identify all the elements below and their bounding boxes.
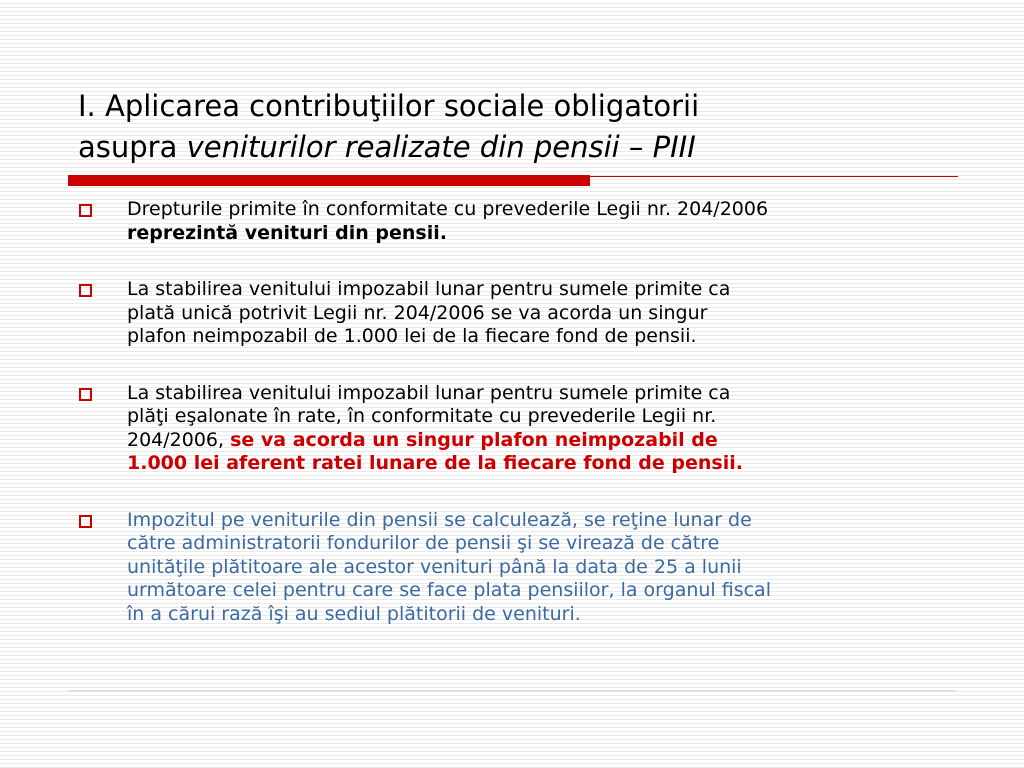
bullet-3-line-3-prefix: 204/2006, bbox=[127, 428, 231, 451]
bullet-4-line-3: unităţile plătitoare ale acestor venituri până la data de 25 a lunii bbox=[127, 555, 742, 578]
hollow-square-bullet-icon bbox=[79, 284, 92, 297]
title-line-1: I. Aplicarea contribuţiilor sociale obligatorii bbox=[78, 89, 700, 123]
bullet-4-line-1: Impozitul pe veniturile din pensii se calculează, se reţine lunar de bbox=[127, 508, 752, 531]
bullet-1-line-2 bbox=[127, 222, 958, 246]
bullet-list bbox=[78, 198, 958, 626]
bullet-2-line-1: La stabilirea venitului impozabil lunar pentru sumele primite ca bbox=[127, 278, 731, 300]
bullet-3-red-text-2: 1.000 lei aferent ratei lunare de la fiecare fond de pensii. bbox=[127, 452, 743, 474]
bullet-item-4 bbox=[78, 509, 958, 627]
title-line-2 bbox=[78, 127, 958, 168]
footer-divider bbox=[68, 690, 956, 692]
hollow-square-bullet-icon bbox=[79, 515, 92, 528]
hollow-square-bullet-icon bbox=[79, 388, 92, 401]
bullet-4-line-5: în a cărui rază îşi au sediul plătitorii de venituri. bbox=[127, 602, 581, 625]
bullet-4-line-2: către administratorii fondurilor de pensii şi se virează de către bbox=[127, 532, 720, 554]
title-underline-thin bbox=[590, 176, 958, 177]
bullet-1-bold-text: reprezintă venituri din pensii. bbox=[127, 221, 447, 244]
title-line-2-prefix: asupra bbox=[78, 130, 187, 164]
bullet-3-red-text-1: se va acorda un singur plafon neimpozabil de bbox=[230, 428, 718, 451]
bullet-3-line-1: La stabilirea venitului impozabil lunar pentru sumele primite ca bbox=[127, 381, 731, 404]
bullet-2-line-3: plafon neimpozabil de 1.000 lei de la fiecare fond de pensii. bbox=[127, 325, 697, 347]
hollow-square-bullet-icon bbox=[79, 204, 92, 217]
title-underline-thick bbox=[68, 175, 590, 186]
bullet-4-line-4: următoare celei pentru care se face plata pensiilor, la organul fiscal bbox=[127, 579, 771, 601]
title-line-2-italic: veniturilor realizate din pensii – PIII bbox=[186, 130, 696, 164]
bullet-2-line-2: plată unică potrivit Legii nr. 204/2006 se va acorda un singur bbox=[127, 301, 708, 324]
slide-title bbox=[78, 86, 958, 168]
bullet-item-3 bbox=[78, 382, 958, 476]
bullet-item-2 bbox=[78, 278, 958, 349]
bullet-item-1 bbox=[78, 198, 958, 245]
bullet-3-line-3 bbox=[127, 429, 958, 453]
bullet-3-line-2: plăţi eşalonate în rate, în conformitate cu prevederile Legii nr. bbox=[127, 405, 717, 427]
bullet-1-line-1: Drepturile primite în conformitate cu prevederile Legii nr. 204/2006 bbox=[127, 198, 769, 220]
